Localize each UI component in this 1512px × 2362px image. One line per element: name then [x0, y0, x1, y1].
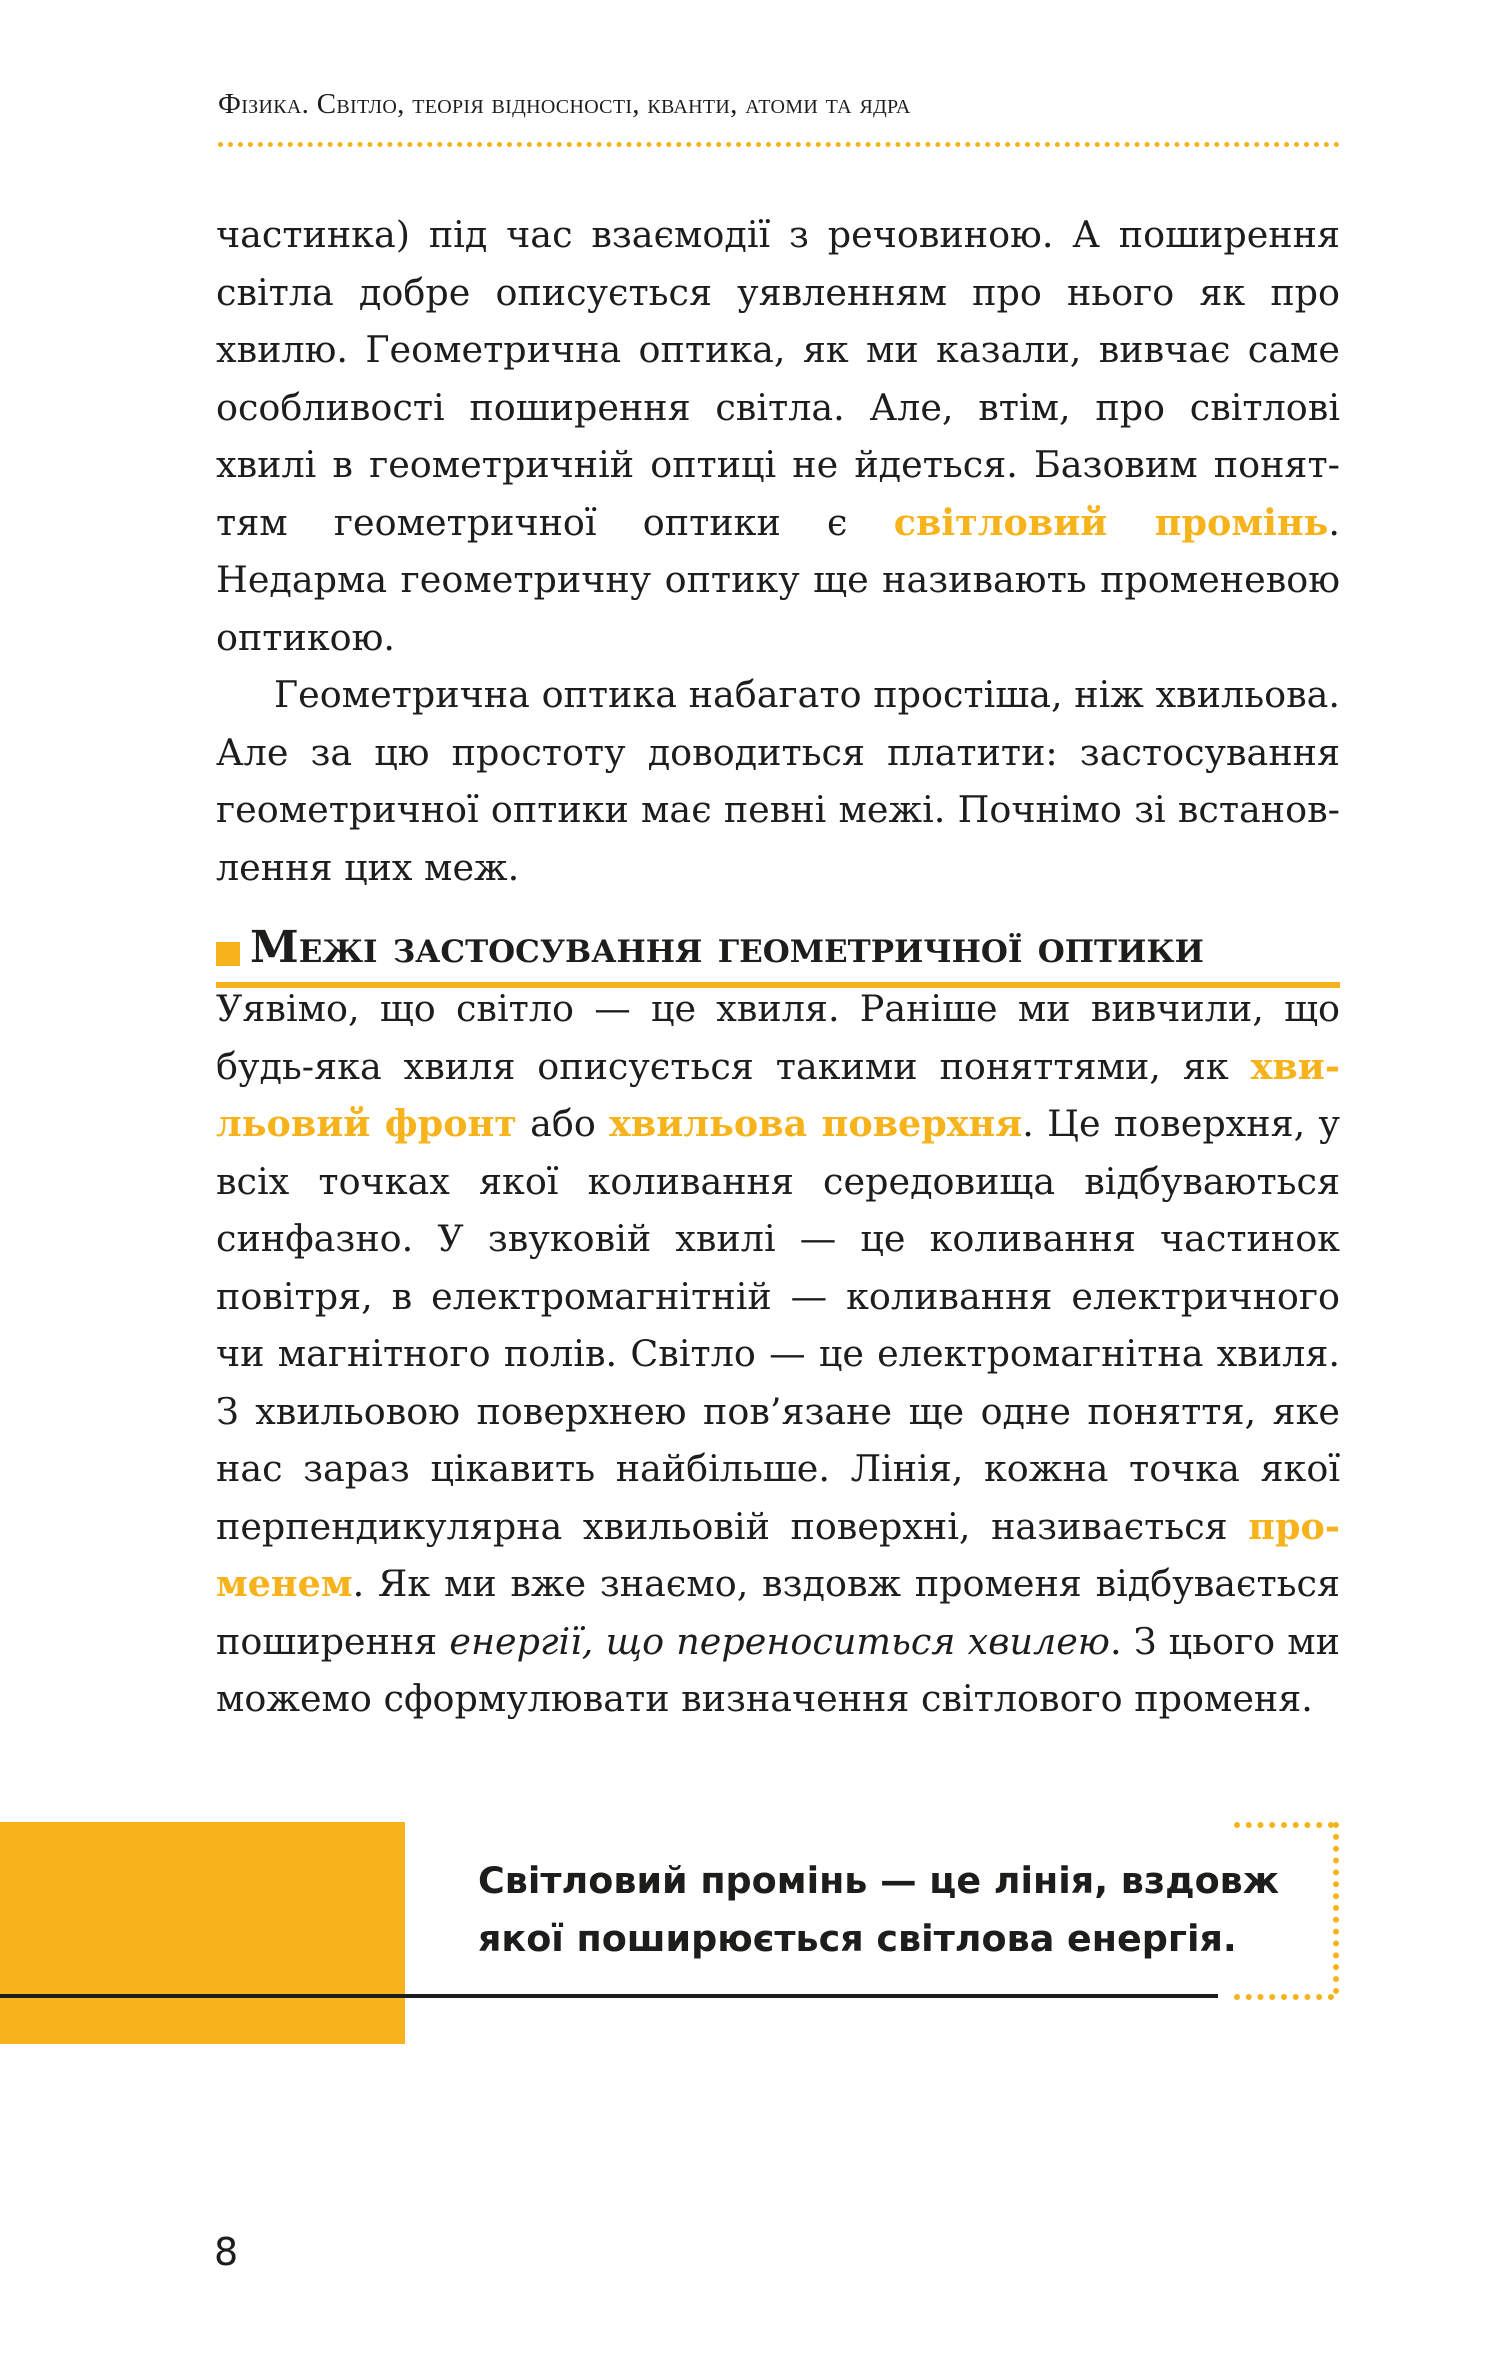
header-dotted-rule [218, 142, 1340, 147]
italic-phrase: енергії, що переноситься хвилею [449, 1619, 1110, 1663]
section-title: Межі застосування геометричної оптики [250, 922, 1204, 973]
paragraph-3-text-c: . Це поверхня, у всіх точках якої коливання середовища відбуваються синфазно. У звуковій хвилі — це коливання частинок повітря, в електромагнітній — коливання електричного чи магнітного полів. Світло — це електромагнітна хвиля. З хвильовою поверхнею пов’язане ще одне поняття, яке нас зараз цікавить найбільше. Лінія, кожна точка якої перпендикулярна хвильовій поверхні, називається [216, 1102, 1340, 1548]
paragraph-3 [216, 980, 1340, 1728]
paragraph-1-text-a: частинка) під час взаємодії з речовиною. А поширення світла добре описується уявленням про нього як про хвилю. Геометрична оптика, як ми казали, вивчає саме особливості поширення світла. Але, втім, про світлові хвилі в геометричній оптиці не йдеться. Базовим поняттям геометричної оптики є [216, 213, 1340, 544]
paragraph-3-text-d: . Як ми вже знаємо, вздовж променя відбувається поширення [216, 1562, 1340, 1663]
term-light-ray: світловий промінь [893, 500, 1329, 544]
paragraph-2: Геометрична оптика набагато простіша, ніж хвильова. Але за цю простоту доводиться платити: застосування геометричної оптики має певні межі. Почнімо зі встановлення цих меж. [216, 673, 1340, 889]
intro-text-block [216, 206, 1340, 896]
definition-dotted-border-bottom [1234, 1994, 1334, 2000]
definition-underline [0, 1994, 1218, 1998]
paragraph-3-text-a: Уявімо, що світло — це хвиля. Раніше ми вивчили, що будь-яка хвиля описується такими поняттями, як [216, 987, 1340, 1088]
definition-accent-band [0, 1822, 405, 2044]
term-wave-surface: хвильова поверхня [609, 1102, 1023, 1145]
section-text-block [216, 980, 1340, 1728]
running-head: Фізика. Світло, теорія відносності, кванти, атоми та ядра [218, 88, 911, 120]
term-ray: променем [216, 1504, 1340, 1605]
paragraph-3-text-b: або [516, 1102, 610, 1145]
definition-text: Світловий промінь — це лінія, вздовж якої поширюється світлова енергія. [478, 1859, 1280, 1960]
definition-dotted-border-right [1333, 1822, 1339, 1994]
square-bullet-icon [216, 942, 240, 966]
paragraph-1 [216, 206, 1340, 666]
term-wave-front: хвильовий фронт [216, 1044, 1340, 1145]
definition-dotted-border-top [1234, 1822, 1334, 1828]
page-number: 8 [214, 2230, 239, 2274]
section-heading [216, 922, 1340, 988]
paragraph-1-text-b: . Недарма геометричну оптику ще називають променевою оптикою. [216, 500, 1340, 659]
paragraph-3-text-e: . З цього ми можемо сформулювати визначення світлового променя. [216, 1619, 1341, 1720]
